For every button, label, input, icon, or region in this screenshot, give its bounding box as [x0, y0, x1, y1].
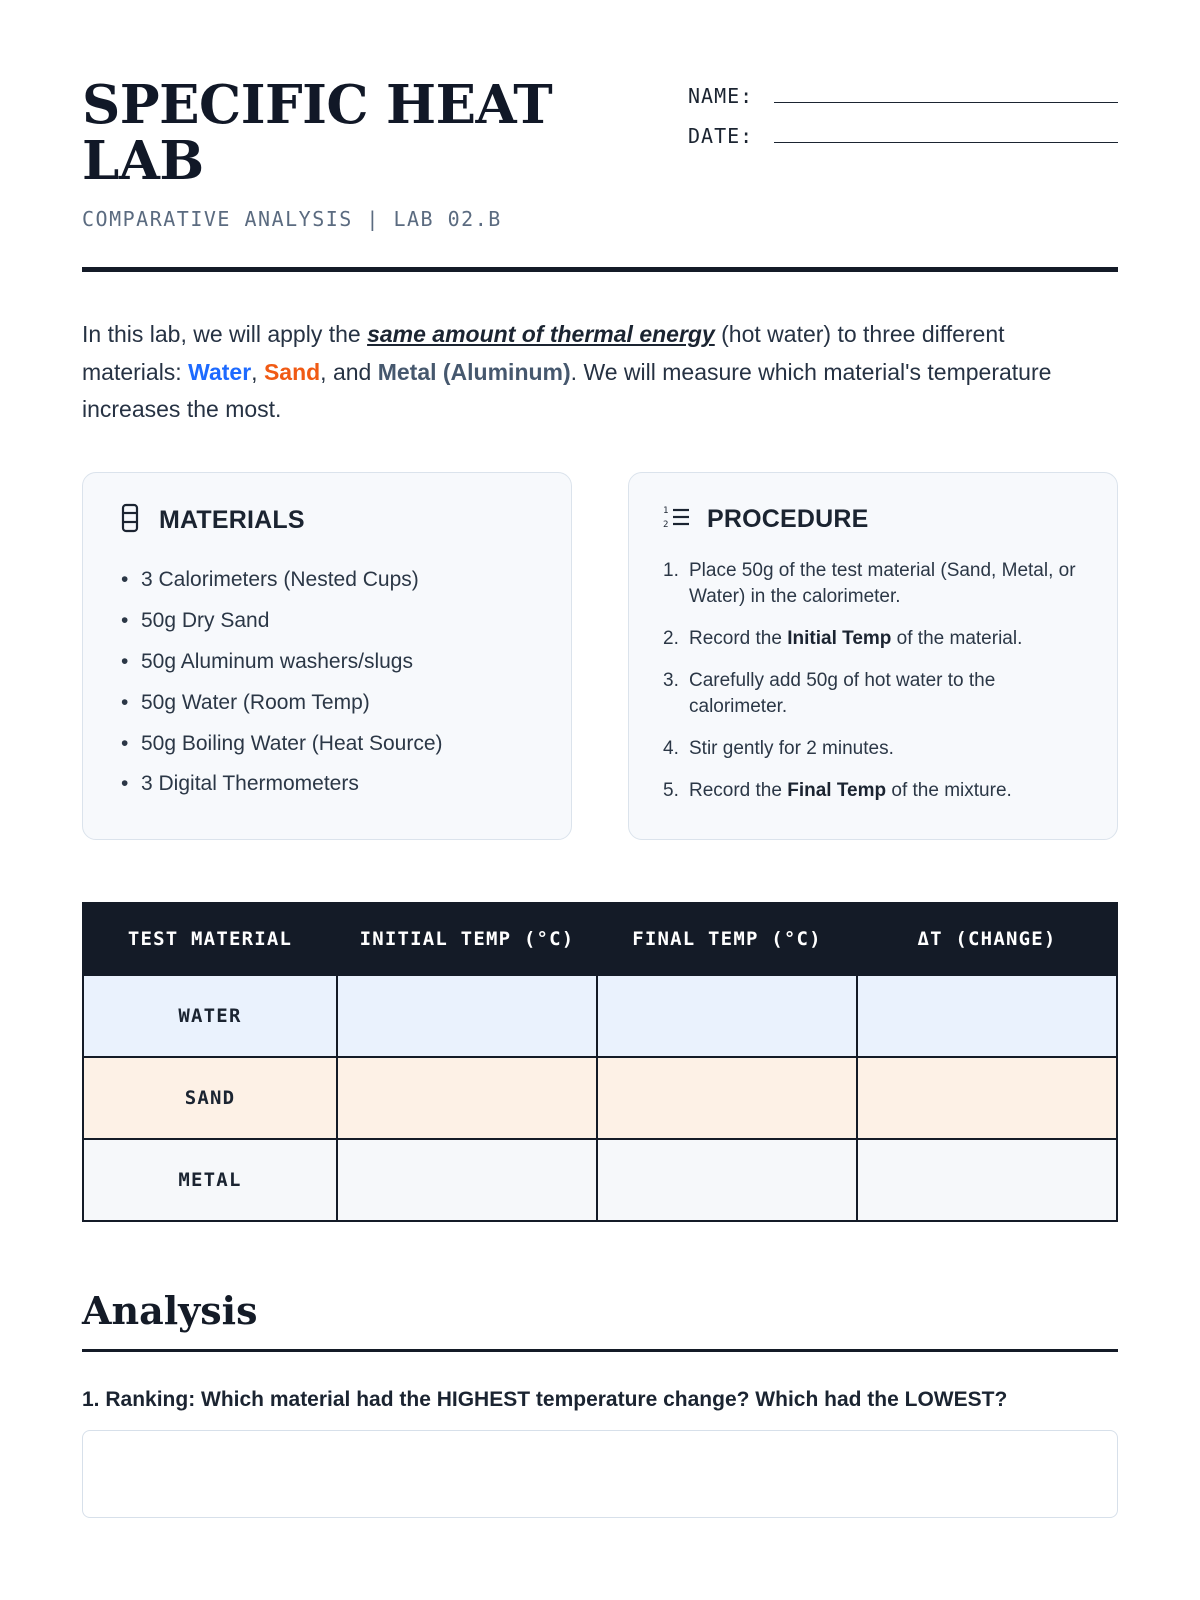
table-body — [83, 975, 1117, 1221]
step-text-post: of the mixture. — [886, 780, 1012, 802]
list-item: • 50g Water (Room Temp) — [117, 683, 537, 724]
procedure-list — [663, 558, 1083, 804]
numbered-list-icon — [663, 503, 691, 536]
analysis-title: Analysis — [82, 1288, 258, 1334]
list-item — [663, 668, 1083, 720]
cell-delta-t[interactable] — [857, 975, 1117, 1057]
cell-initial-temp[interactable] — [337, 975, 597, 1057]
materials-card-header — [117, 503, 537, 538]
list-item — [663, 778, 1083, 804]
step-bold: Initial Temp — [787, 628, 892, 650]
svg-text:2: 2 — [663, 520, 669, 531]
table-header-row — [83, 903, 1117, 975]
page-header — [82, 70, 1118, 231]
step-text: Record the — [689, 628, 788, 650]
table-row — [83, 975, 1117, 1057]
intro-sep2: , and — [320, 358, 378, 385]
column-header-final-temp: FINAL TEMP (°C) — [597, 903, 857, 975]
step-text-post: of the material. — [891, 628, 1023, 650]
table-row — [83, 1139, 1117, 1221]
cell-delta-t[interactable] — [857, 1057, 1117, 1139]
intro-part1: In this lab, we will apply the — [82, 321, 368, 348]
intro-sep1: , — [251, 358, 264, 385]
step-text: Place 50g of the test material (Sand, Metal, or Water) in the calorimeter. — [689, 560, 1076, 608]
step-number: 3. — [663, 670, 679, 692]
cell-final-temp[interactable] — [597, 975, 857, 1057]
list-item: • 3 Digital Thermometers — [117, 764, 537, 805]
step-number: 1. — [663, 560, 679, 582]
header-divider — [82, 267, 1118, 272]
intro-part3: . We will measure which material's temperature increases the most. — [82, 358, 1052, 422]
cell-material: METAL — [83, 1139, 337, 1221]
name-row — [688, 84, 1118, 108]
table-row — [83, 1057, 1117, 1139]
cell-delta-t[interactable] — [857, 1139, 1117, 1221]
intro-part2: (hot water) to three different materials: — [82, 321, 1005, 385]
column-header-delta-t: ΔT (CHANGE) — [857, 903, 1117, 975]
intro-material-water: Water — [188, 358, 252, 385]
list-item — [663, 736, 1083, 762]
procedure-card-title: PROCEDURE — [707, 505, 869, 534]
data-table — [82, 902, 1118, 1222]
page-title: SPECIFIC HEAT LAB — [82, 74, 553, 192]
date-row — [688, 124, 1118, 148]
name-write-line[interactable] — [774, 84, 1118, 103]
column-header-material: TEST MATERIAL — [83, 903, 337, 975]
step-bold: Final Temp — [787, 780, 887, 802]
intro-material-sand: Sand — [263, 358, 321, 385]
analysis-divider — [82, 1349, 1118, 1352]
step-number: 4. — [663, 738, 679, 760]
column-header-initial-temp: INITIAL TEMP (°C) — [337, 903, 597, 975]
analysis-question-1: 1. Ranking: Which material had the HIGHEST temperature change? Which had the LOWEST? — [82, 1388, 1008, 1412]
info-cards — [82, 472, 1118, 840]
intro-paragraph — [82, 316, 1082, 428]
cell-final-temp[interactable] — [597, 1057, 857, 1139]
cell-material: SAND — [83, 1057, 337, 1139]
cell-initial-temp[interactable] — [337, 1139, 597, 1221]
date-write-line[interactable] — [774, 124, 1118, 143]
title-block — [82, 70, 688, 231]
flask-icon — [117, 503, 143, 538]
step-text: Record the — [689, 780, 788, 802]
step-number: 2. — [663, 628, 679, 650]
materials-card-title: MATERIALS — [159, 506, 305, 535]
list-item: • 50g Aluminum washers/slugs — [117, 642, 537, 683]
procedure-card — [628, 472, 1118, 840]
procedure-card-header — [663, 503, 1083, 536]
list-item — [663, 626, 1083, 652]
name-label: NAME: — [688, 84, 754, 108]
table-header — [83, 903, 1117, 975]
page-subtitle: COMPARATIVE ANALYSIS | LAB 02.B — [82, 207, 502, 232]
cell-final-temp[interactable] — [597, 1139, 857, 1221]
step-text: Stir gently for 2 minutes. — [689, 738, 894, 760]
intro-material-metal: Metal (Aluminum) — [377, 358, 571, 385]
list-item: • 3 Calorimeters (Nested Cups) — [117, 560, 537, 601]
materials-card — [82, 472, 572, 840]
list-item: • 50g Boiling Water (Heat Source) — [117, 724, 537, 765]
materials-list — [117, 560, 537, 805]
list-item — [663, 558, 1083, 610]
step-text: Carefully add 50g of hot water to the calorimeter. — [689, 670, 996, 718]
date-label: DATE: — [688, 124, 754, 148]
analysis-answer-box-1[interactable] — [82, 1430, 1118, 1518]
cell-initial-temp[interactable] — [337, 1057, 597, 1139]
cell-material: WATER — [83, 975, 337, 1057]
list-item: • 50g Dry Sand — [117, 601, 537, 642]
step-number: 5. — [663, 780, 679, 802]
svg-text:1: 1 — [663, 506, 669, 517]
intro-emphasis: same amount of thermal energy — [367, 321, 715, 348]
name-date-block — [688, 70, 1118, 164]
